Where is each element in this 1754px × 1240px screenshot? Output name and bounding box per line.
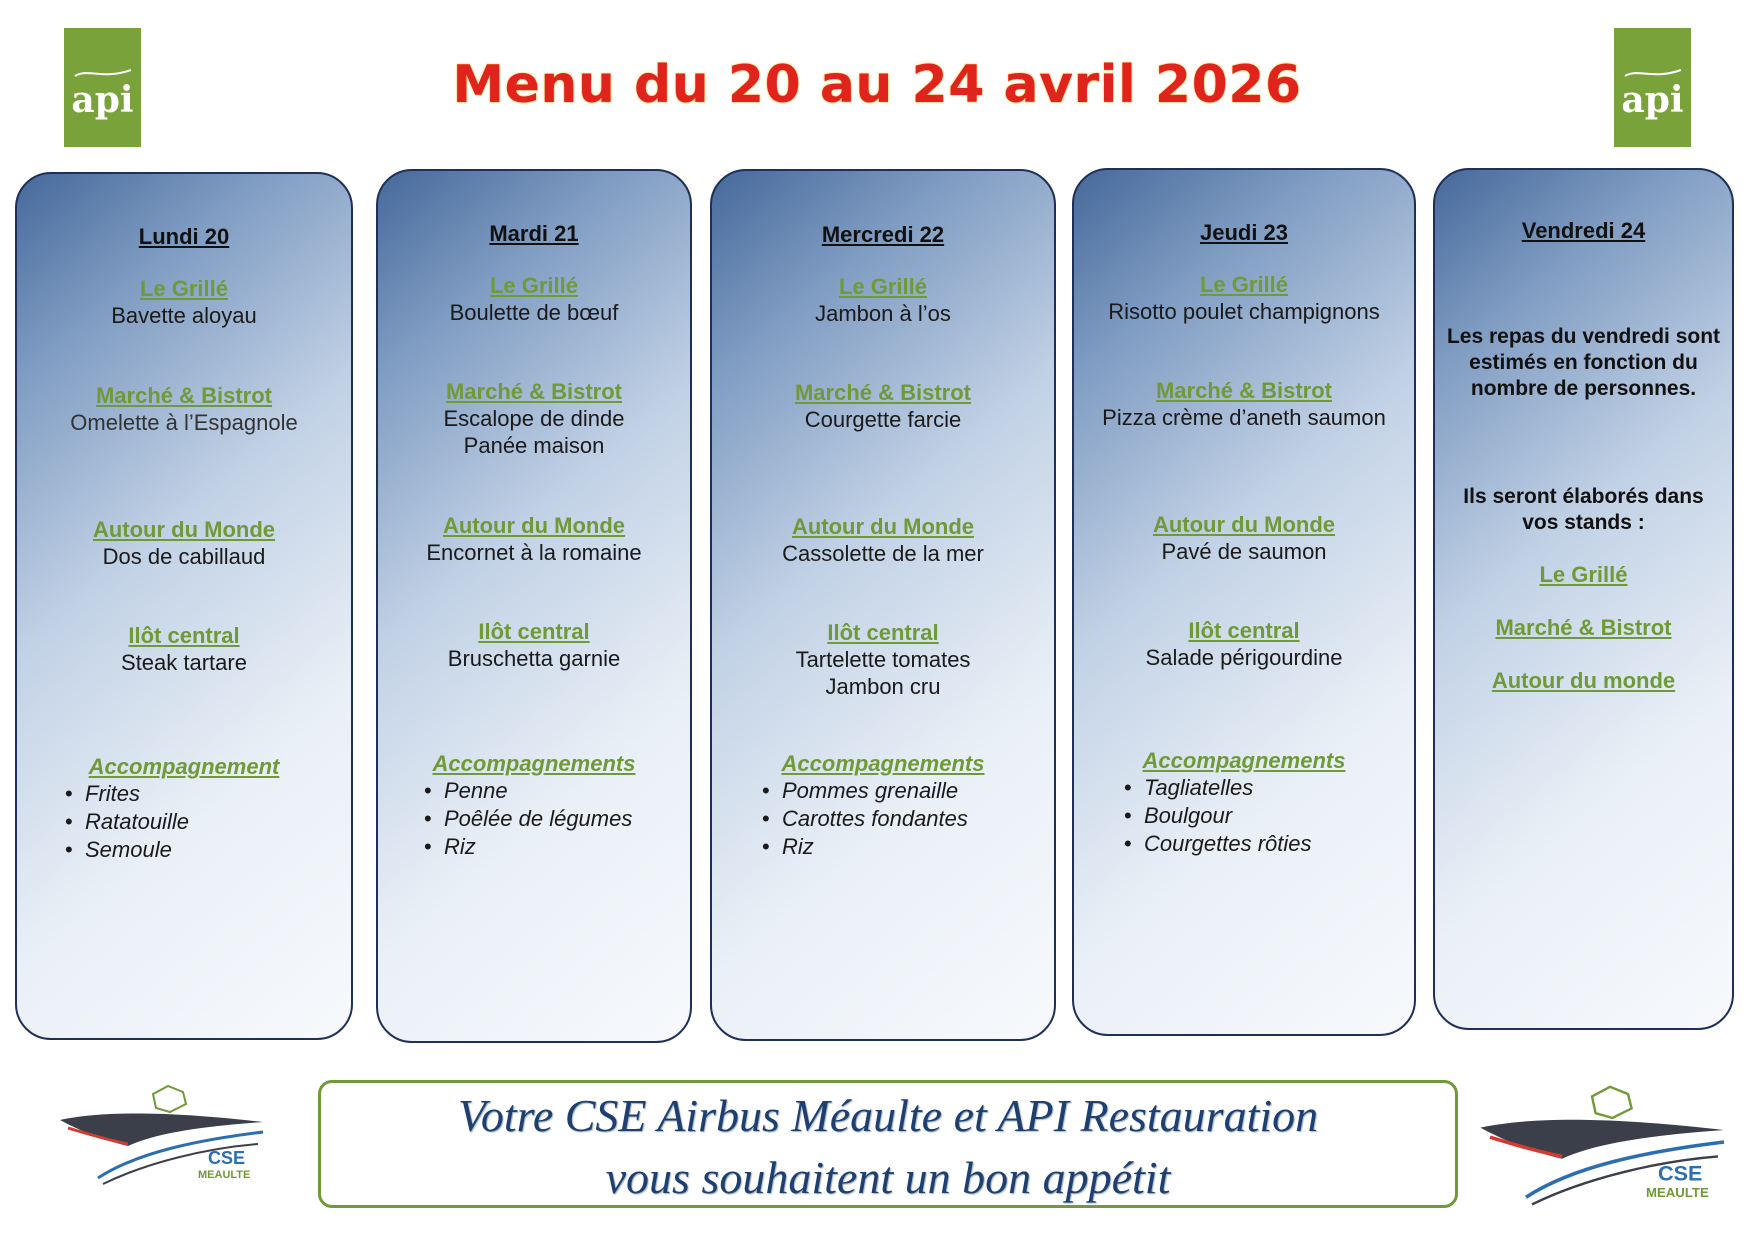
category-ilot: Ilôt central — [128, 623, 240, 648]
dish-monde: Dos de cabillaud — [102, 544, 266, 569]
day-column-thursday — [1072, 168, 1416, 1036]
dish-ilot: Steak tartare — [121, 650, 247, 675]
page-title: Menu du 20 au 24 avril 2026 — [452, 55, 1302, 115]
category-bistrot: Marché & Bistrot — [95, 383, 273, 408]
friday-note-stands: Ils seront élaborés dans vos stands : — [1463, 485, 1704, 534]
day-column-friday — [1433, 168, 1734, 1030]
side-item: • Semoule — [65, 836, 189, 864]
category-monde: Autour du Monde — [442, 513, 626, 538]
side-item: • Ratatouille — [65, 808, 189, 836]
category-ilot: Ilôt central — [1188, 618, 1300, 643]
stand-bistrot: Marché & Bistrot — [1495, 615, 1672, 640]
category-bistrot: Marché & Bistrot — [794, 380, 972, 405]
dish-grille: Risotto poulet champignons — [1108, 299, 1380, 324]
dish-monde: Pavé de saumon — [1161, 539, 1327, 564]
dish-monde: Cassolette de la mer — [782, 541, 984, 566]
sides-list — [65, 780, 189, 864]
day-column-monday — [15, 172, 353, 1040]
side-item: • Carottes fondantes — [762, 805, 968, 833]
friday-note: Les repas du vendredi sont estimés en fonction du nombre de personnes. — [1446, 325, 1721, 400]
cse-logo-subtext: MEAULTE — [198, 1169, 251, 1181]
dish-ilot-line2: Jambon cru — [825, 674, 941, 699]
category-accompagnement: Accompagnements — [1142, 748, 1346, 773]
category-monde: Autour du Monde — [92, 517, 276, 542]
category-ilot: Ilôt central — [827, 620, 939, 645]
dish-grille: Boulette de bœuf — [449, 300, 619, 325]
category-accompagnement: Accompagnement — [88, 754, 280, 779]
category-monde: Autour du Monde — [1152, 512, 1336, 537]
category-bistrot: Marché & Bistrot — [445, 379, 623, 404]
sides-list — [1124, 774, 1312, 858]
sides-list — [424, 777, 632, 861]
category-ilot: Ilôt central — [478, 619, 590, 644]
day-title: Vendredi 24 — [1521, 218, 1646, 243]
day-column-tuesday — [376, 169, 692, 1043]
dish-bistrot: Omelette à l’Espagnole — [70, 410, 298, 435]
dish-ilot: Bruschetta garnie — [447, 646, 621, 671]
cse-logo-left — [58, 1082, 268, 1192]
cse-logo-text: CSE — [1658, 1160, 1703, 1186]
footer-line2: vous souhaitent un bon appétit — [605, 1152, 1171, 1203]
category-grille: Le Grillé — [838, 274, 928, 299]
dish-bistrot: Pizza crème d’aneth saumon — [1102, 405, 1386, 430]
footer-message — [318, 1080, 1458, 1208]
category-grille: Le Grillé — [489, 273, 579, 298]
side-item: • Courgettes rôties — [1124, 830, 1312, 858]
footer-line1: Votre CSE Airbus Méaulte et API Restauration — [457, 1090, 1319, 1141]
dish-bistrot: Escalope de dinde — [443, 406, 625, 431]
stand-monde: Autour du monde — [1491, 668, 1676, 693]
side-item: • Pommes grenaille — [762, 777, 968, 805]
day-title: Lundi 20 — [138, 224, 230, 249]
dish-grille: Bavette aloyau — [111, 303, 257, 328]
side-item: • Tagliatelles — [1124, 774, 1312, 802]
side-item: • Penne — [424, 777, 632, 805]
api-logo-text: api — [1621, 78, 1684, 121]
side-item: • Riz — [762, 833, 968, 861]
api-logo-text: api — [71, 78, 134, 121]
category-accompagnement: Accompagnements — [781, 751, 985, 776]
day-title: Jeudi 23 — [1199, 220, 1289, 245]
dish-ilot: Tartelette tomates — [795, 647, 971, 672]
dish-monde: Encornet à la romaine — [426, 540, 642, 565]
cse-logo-text: CSE — [208, 1148, 246, 1168]
day-column-wednesday — [710, 169, 1056, 1041]
day-title: Mardi 21 — [489, 221, 579, 246]
dish-ilot: Salade périgourdine — [1145, 645, 1343, 670]
dish-bistrot: Courgette farcie — [804, 407, 962, 432]
dish-grille: Jambon à l’os — [815, 301, 951, 326]
sides-list — [762, 777, 968, 861]
side-item: • Riz — [424, 833, 632, 861]
category-monde: Autour du Monde — [791, 514, 975, 539]
dish-bistrot-line2: Panée maison — [463, 433, 605, 458]
side-item: • Poêlée de légumes — [424, 805, 632, 833]
side-item: • Boulgour — [1124, 802, 1312, 830]
category-grille: Le Grillé — [1199, 272, 1289, 297]
cse-logo-subtext: MEAULTE — [1646, 1185, 1709, 1201]
cse-logo-right — [1478, 1082, 1730, 1214]
day-title: Mercredi 22 — [821, 222, 945, 247]
stand-grille: Le Grillé — [1539, 562, 1628, 587]
side-item: • Frites — [65, 780, 189, 808]
category-bistrot: Marché & Bistrot — [1155, 378, 1333, 403]
category-accompagnement: Accompagnements — [432, 751, 636, 776]
category-grille: Le Grillé — [139, 276, 229, 301]
